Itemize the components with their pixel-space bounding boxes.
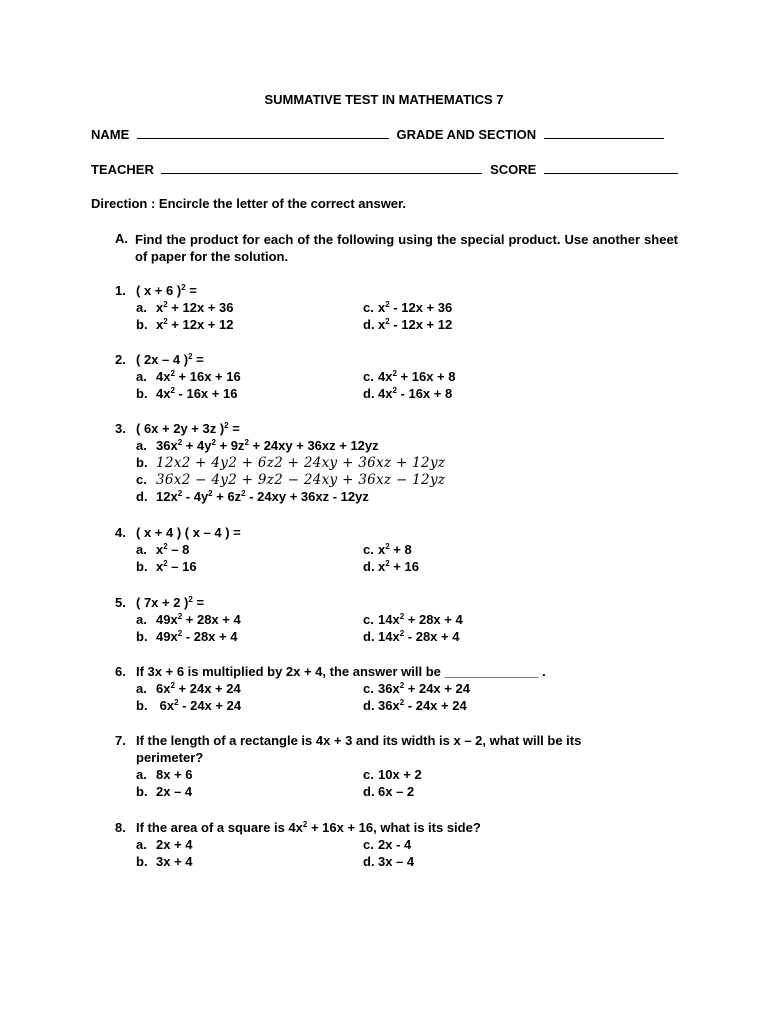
question-number: 1. bbox=[115, 283, 126, 298]
choice-letter: b. bbox=[136, 784, 148, 799]
choice-letter: a. bbox=[136, 681, 147, 696]
choice-letter: a. bbox=[136, 837, 147, 852]
choice-d[interactable] bbox=[363, 559, 419, 574]
choice-letter: b. bbox=[136, 386, 148, 401]
name-blank[interactable] bbox=[137, 126, 389, 139]
choice-letter: b. bbox=[136, 698, 148, 713]
choice-text: $36x^2 - 24x + 24$ bbox=[378, 698, 467, 713]
choice-a[interactable] bbox=[136, 369, 241, 384]
choice-letter: d. bbox=[363, 854, 375, 869]
choice-d[interactable] bbox=[363, 317, 452, 332]
direction-text: Direction : Encircle the letter of the correct answer. bbox=[91, 196, 406, 211]
choice-text: $4x^2 - 16x + 8$ bbox=[378, 386, 453, 401]
choice-a[interactable] bbox=[136, 837, 193, 852]
teacher-label: TEACHER bbox=[91, 162, 154, 177]
choice-b[interactable] bbox=[136, 854, 193, 869]
choice-d[interactable] bbox=[363, 784, 414, 799]
choice-c[interactable] bbox=[363, 542, 412, 557]
question-number: 5. bbox=[115, 595, 126, 610]
choice-text: $36x^2 + 4y^2 + 9z^2 + 24xy + 36xz + 12yz$ bbox=[156, 438, 379, 453]
choice-text: $x^2 - 8$ bbox=[156, 542, 190, 557]
choice-text: $49x^2 - 28x + 4$ bbox=[156, 629, 238, 644]
choice-text: 3x – 4 bbox=[378, 854, 415, 869]
choice-c[interactable] bbox=[363, 767, 422, 782]
choice-letter: a. bbox=[136, 438, 147, 453]
question-stem-continued: perimeter? bbox=[136, 750, 204, 765]
choice-d[interactable] bbox=[363, 386, 452, 401]
choice-letter: b. bbox=[136, 317, 148, 332]
choice-text: $x^2 + 8$ bbox=[378, 542, 412, 557]
choice-letter: c. bbox=[363, 767, 374, 782]
teacher-score-row bbox=[91, 161, 677, 177]
choice-letter: c. bbox=[363, 300, 374, 315]
choice-text: $x^2 - 16$ bbox=[156, 559, 197, 574]
teacher-blank[interactable] bbox=[161, 161, 482, 174]
choice-text: $14x^2 - 28x + 4$ bbox=[378, 629, 460, 644]
choice-letter: c. bbox=[363, 369, 374, 384]
choice-b[interactable] bbox=[136, 455, 445, 471]
grade-section-label: GRADE AND SECTION bbox=[396, 127, 537, 142]
choice-b[interactable] bbox=[136, 559, 197, 574]
choice-letter: a. bbox=[136, 300, 147, 315]
choice-text: $6x^2 - 24x + 24$ bbox=[156, 698, 242, 713]
choice-text: 2x + 4 bbox=[156, 837, 193, 852]
question-stem: ( 2x – 4 )$^2$ = bbox=[136, 352, 204, 367]
choice-text: $x^2 + 12x + 36$ bbox=[156, 300, 234, 315]
choice-a[interactable] bbox=[136, 542, 189, 557]
choice-c[interactable] bbox=[363, 300, 452, 315]
choice-text: $4x^2 - 16x + 16$ bbox=[156, 386, 238, 401]
choice-letter: a. bbox=[136, 369, 147, 384]
choice-c[interactable] bbox=[363, 369, 455, 384]
choice-a[interactable] bbox=[136, 438, 379, 453]
question-number: 2. bbox=[115, 352, 126, 367]
choice-a[interactable] bbox=[136, 300, 233, 315]
choice-text: $14x^2 + 28x + 4$ bbox=[378, 612, 463, 627]
choice-a[interactable] bbox=[136, 681, 241, 696]
choice-text: 10x + 2 bbox=[378, 767, 422, 782]
choice-b[interactable] bbox=[136, 698, 241, 713]
choice-d[interactable] bbox=[363, 629, 459, 644]
choice-text: $12x^2 - 4y^2 + 6z^2 - 24xy + 36xz - 12yz$ bbox=[156, 489, 369, 504]
choice-c[interactable] bbox=[136, 472, 445, 488]
choice-text: $4x^2 + 16x + 8$ bbox=[378, 369, 456, 384]
choice-letter: b. bbox=[136, 559, 148, 574]
choice-text: 3x + 4 bbox=[156, 854, 193, 869]
choice-letter: b. bbox=[136, 455, 148, 470]
choice-letter: b. bbox=[136, 629, 148, 644]
choice-text: $x^2 + 12x + 12$ bbox=[156, 317, 234, 332]
question-number: 7. bbox=[115, 733, 126, 748]
section-a-instructions: Find the product for each of the following using the special product. Use another sheet of paper for the solution. bbox=[135, 232, 678, 264]
choice-a[interactable] bbox=[136, 767, 193, 782]
choice-b[interactable] bbox=[136, 629, 237, 644]
choice-text: 2x – 4 bbox=[156, 784, 193, 799]
choice-text: 6x – 2 bbox=[378, 784, 415, 799]
choice-d[interactable] bbox=[136, 489, 369, 504]
question-number: 3. bbox=[115, 421, 126, 436]
choice-letter: b. bbox=[136, 854, 148, 869]
choice-text: $6x^2 + 24x + 24$ bbox=[156, 681, 241, 696]
choice-text: 8x + 6 bbox=[156, 767, 193, 782]
page-title: SUMMATIVE TEST IN MATHEMATICS 7 bbox=[264, 92, 504, 107]
choice-b[interactable] bbox=[136, 317, 233, 332]
choice-letter: d. bbox=[136, 489, 148, 504]
question-stem: ( 7x + 2 )$^2$ = bbox=[136, 595, 205, 610]
choice-letter: d. bbox=[363, 386, 375, 401]
choice-text: $36x^2 + 24x + 24$ bbox=[378, 681, 470, 696]
question-stem: If the area of a square is $4x^2 + 16x + 16$, what is its side? bbox=[136, 820, 481, 835]
choice-c[interactable] bbox=[363, 612, 463, 627]
choice-letter: a. bbox=[136, 767, 147, 782]
choice-text: 36x2 − 4y2 + 9z2 − 24xy + 36xz − 12yz bbox=[156, 472, 446, 488]
section-a-letter: A. bbox=[115, 231, 128, 246]
question-stem: ( x + 6 )$^2$ = bbox=[136, 283, 197, 298]
choice-text: 12x2 + 4y2 + 6z2 + 24xy + 36xz + 12yz bbox=[156, 455, 446, 471]
choice-c[interactable] bbox=[363, 837, 411, 852]
choice-letter: d. bbox=[363, 317, 375, 332]
choice-letter: c. bbox=[363, 681, 374, 696]
choice-text: $x^2 + 16$ bbox=[378, 559, 419, 574]
question-stem: ( 6x + 2y + 3z )$^2$ = bbox=[136, 421, 240, 436]
choice-d[interactable] bbox=[363, 854, 414, 869]
choice-text: 2x - 4 bbox=[378, 837, 412, 852]
question-stem: If the length of a rectangle is 4x + 3 and its width is x – 2, what will be its bbox=[136, 733, 582, 748]
question-number: 8. bbox=[115, 820, 126, 835]
choice-letter: d. bbox=[363, 559, 375, 574]
choice-a[interactable] bbox=[136, 612, 241, 627]
choice-b[interactable] bbox=[136, 784, 192, 799]
name-grade-row bbox=[91, 126, 677, 142]
choice-text: $x^2 - 12x + 12$ bbox=[378, 317, 453, 332]
choice-text: $x^2 - 12x + 36$ bbox=[378, 300, 453, 315]
choice-c[interactable] bbox=[363, 681, 470, 696]
choice-letter: c. bbox=[363, 542, 374, 557]
question-number: 4. bbox=[115, 525, 126, 540]
choice-letter: d. bbox=[363, 698, 375, 713]
choice-letter: c. bbox=[363, 612, 374, 627]
choice-letter: c. bbox=[363, 837, 374, 852]
choice-letter: a. bbox=[136, 542, 147, 557]
question-stem: If 3x + 6 is multiplied by 2x + 4, the answer will be _____________ . bbox=[136, 664, 546, 679]
choice-letter: c. bbox=[136, 472, 147, 487]
choice-letter: d. bbox=[363, 629, 375, 644]
choice-d[interactable] bbox=[363, 698, 467, 713]
choice-text: $49x^2 + 28x + 4$ bbox=[156, 612, 241, 627]
score-blank[interactable] bbox=[544, 161, 678, 174]
choice-b[interactable] bbox=[136, 386, 237, 401]
grade-section-blank[interactable] bbox=[544, 126, 664, 139]
choice-letter: d. bbox=[363, 784, 375, 799]
name-label: NAME bbox=[91, 127, 130, 142]
score-label: SCORE bbox=[490, 162, 537, 177]
question-stem: ( x + 4 ) ( x – 4 ) = bbox=[136, 525, 241, 540]
choice-text: $4x^2 + 16x + 16$ bbox=[156, 369, 241, 384]
choice-letter: a. bbox=[136, 612, 147, 627]
question-number: 6. bbox=[115, 664, 126, 679]
